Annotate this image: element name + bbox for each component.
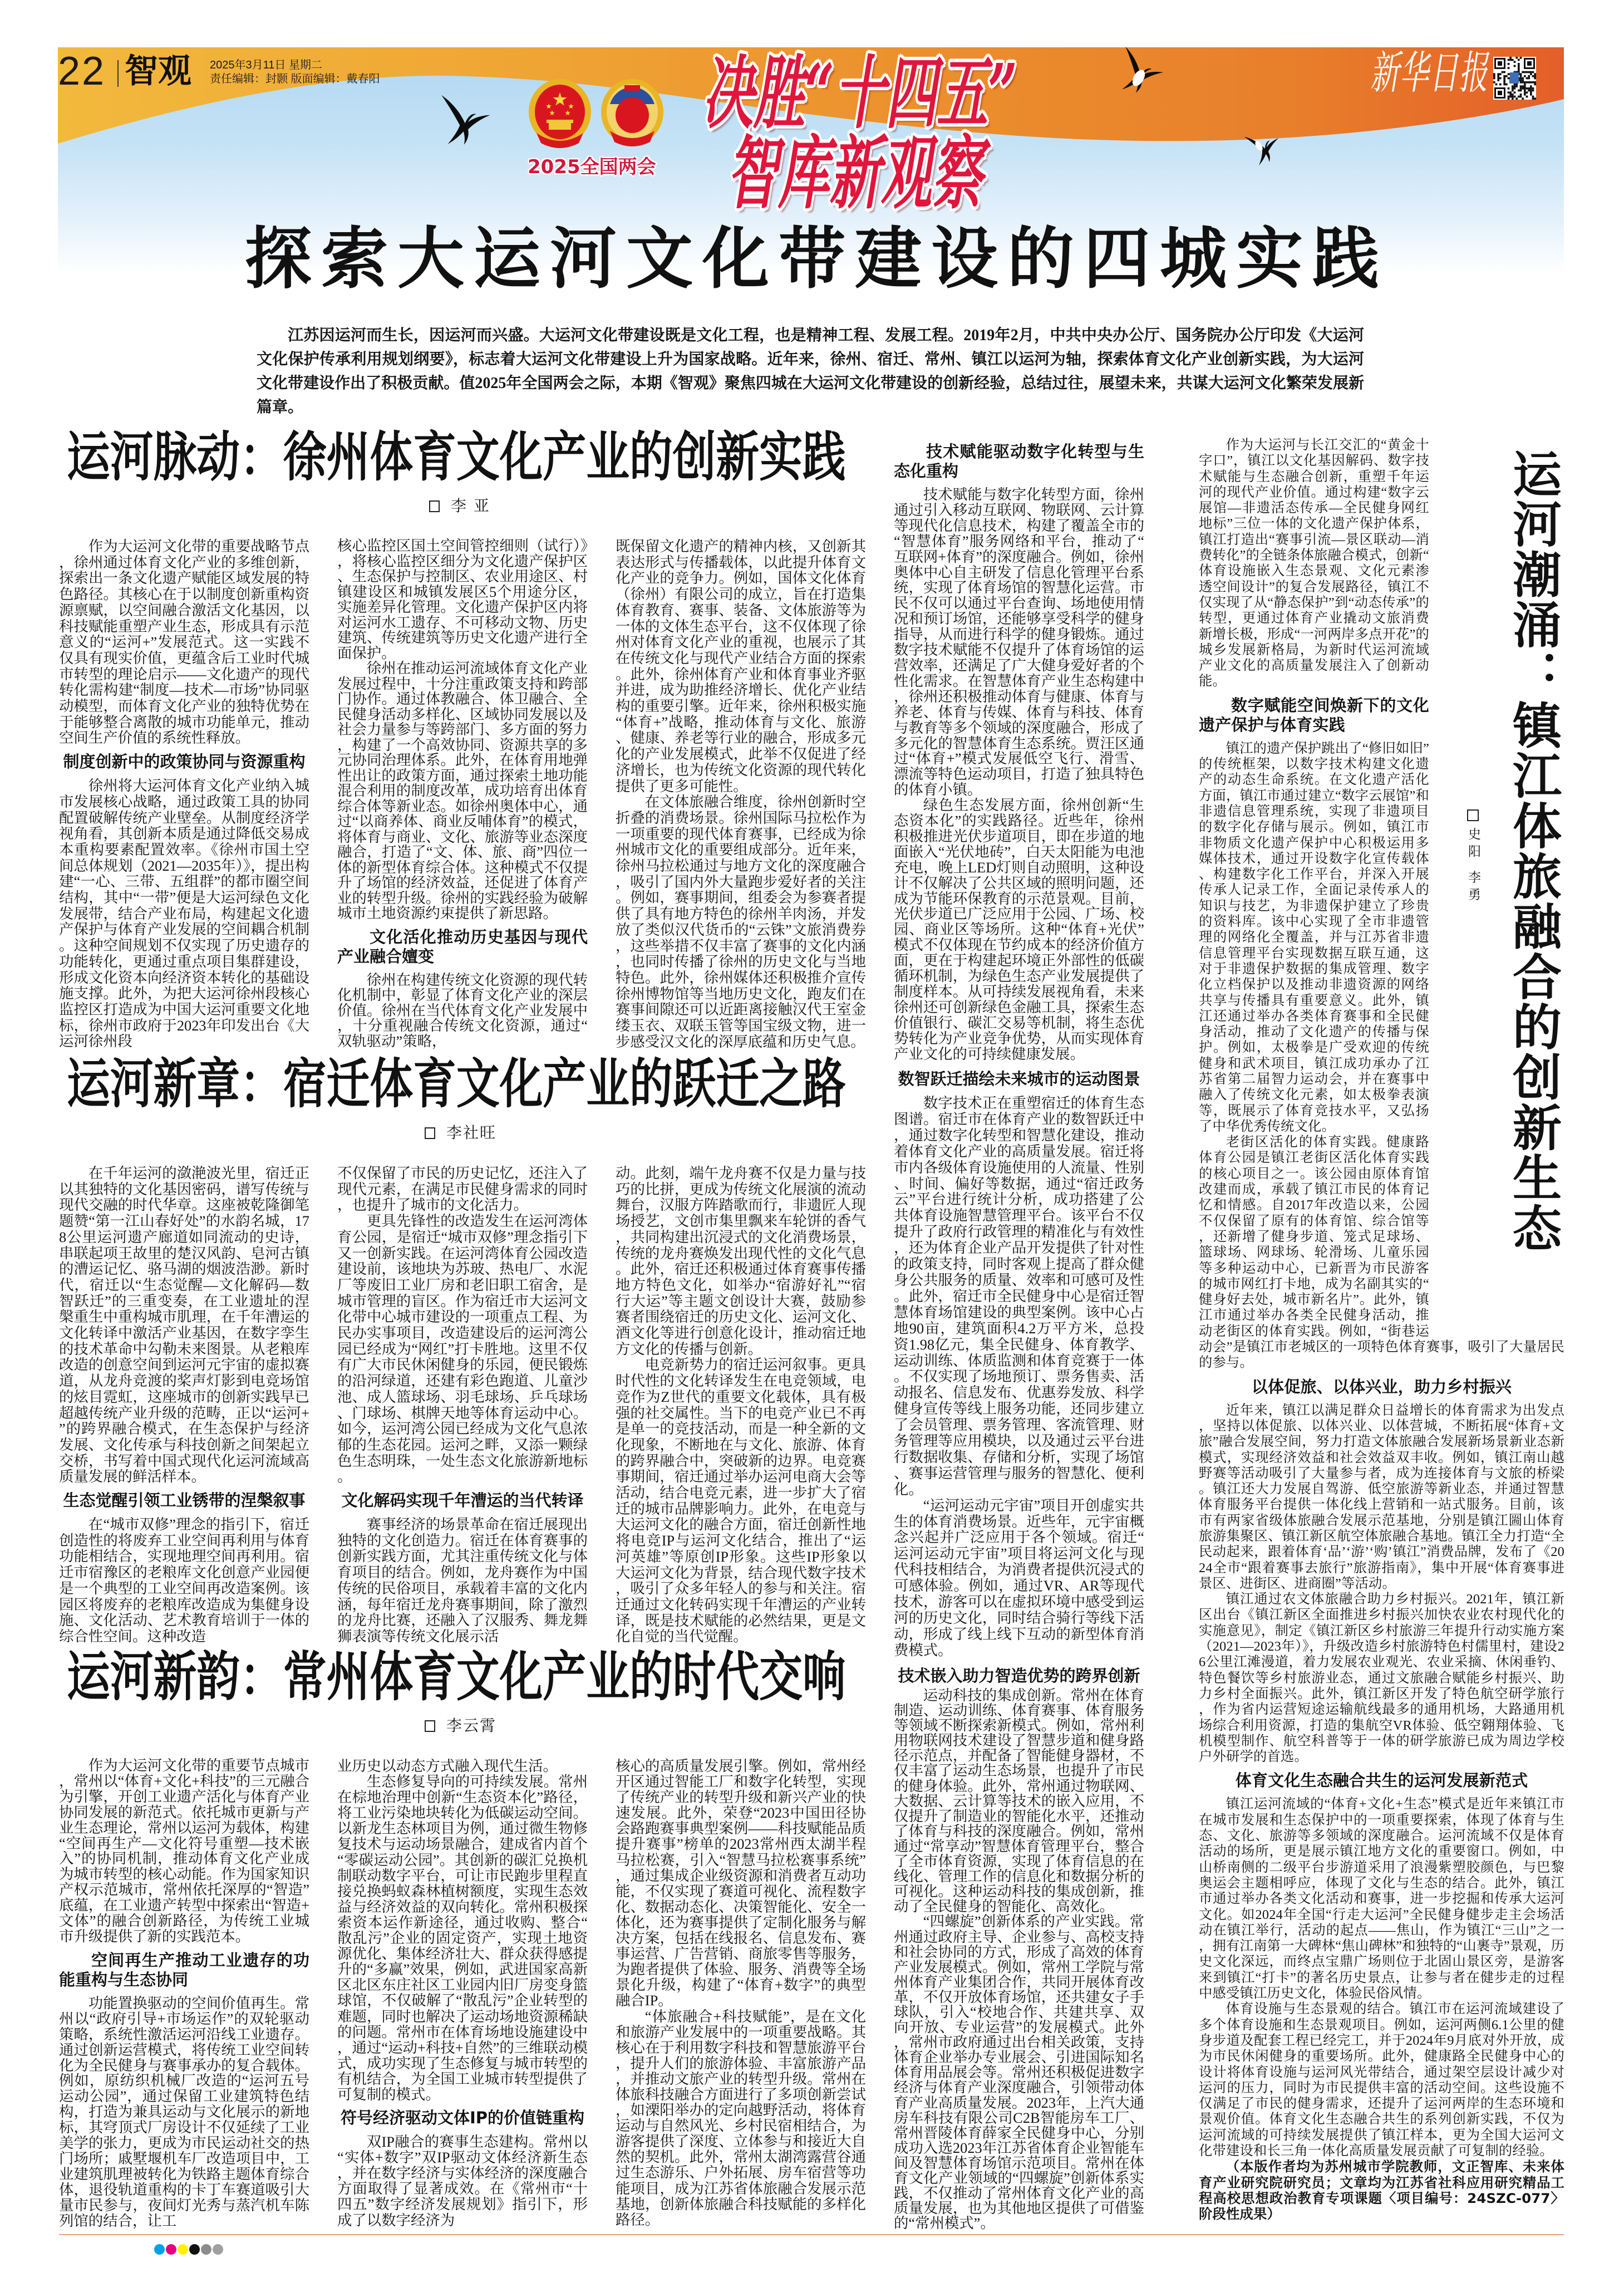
subheading: 文化解码实现千年漕运的当代转译 <box>341 1491 584 1510</box>
author-note: （本版作者均为苏州城市学院教师，文正智库、未来体育产业研究院研究员；文章均为江苏省社科应用研究精品工程高校思想政治教育专项课题〈项目编号：24SZC-077〉阶段性成果） <box>1199 2158 1564 2222</box>
subheading: 数智跃迁描绘未来城市的运动图景 <box>898 1069 1140 1088</box>
registration-dot <box>201 2244 211 2255</box>
paragraph: 数字技术正在重塑宿迁的体育生态图谱。宿迁市在体育产业的数智跃迁中，通过数字化转型和智慧化建设，推动着体育文化产业的高质量发展。宿迁将市内各级体育设施使用的人流量、性别、时间、偏好等数据，通过“宿迁政务云”平台进行统计分析，成功搭建了公共体育设施智慧管理平台。该平台不仅提升了政府行政管理的精准化与有效性，还为体育企业产品开发提供了针对性的政策支持，同时客观上提高了群众健身公共服务的质量、效率和可感可及性。此外，宿迁市全民健身中心是宿迁智慧体育场馆建设的典型案例。该中心占地90亩，建筑面积4.2万平方米，总投资1.98亿元，集全民健身、体育教学、运动训练、体质监测和体育竞赛于一体。不仅实现了场地预订、票务售卖、活动报名、信息发布、优惠券发放、科学健身宣传等线上服务功能，还同步建立了会员管理、票务管理、客流管理、财务管理等应用模块，以及通过云平台进行数据收集、存储和分析，实现了场馆、赛事运营管理与服务的智慧化、便利化。 <box>894 1095 1144 1498</box>
suqian-column-3 <box>616 1165 866 1645</box>
author-mark-icon <box>1467 809 1479 821</box>
paragraph: 老街区活化的体育实践。健康路体育公园是镇江老街区活化体育实践的核心项目之一。该公园由原体育馆改建而成，承载了镇江市民的体育记忆和情感。自2017年改造以来，公园不仅保留了原有的体育馆、综合馆等，还新增了健身步道、笼式足球场、篮球场、网球场、轮滑场、儿童乐园等多种运动中心，已新晋为市民游客的城市网红打卡地，成为名副其实的“健身好去处，城市新名片”。此外，镇江市通过举办各类全民健身活动，推动老街区的体育实践。例如，“街巷运动会”是镇江市老城区的一项特色体育赛事，吸引了大量居民的参与。 <box>1199 1135 1564 1371</box>
subheading: 空间再生产推动工业遗存的功能重构与生态协同 <box>59 1950 309 1989</box>
intro-paragraph: 江苏因运河而生长，因运河而兴盛。大运河文化带建设既是文化工程，也是精神工程、发展工程。2019年2月，中共中央办公厅、国务院办公厅印发《大运河文化保护传承利用规划纲要》，标志着大运河文化带建设上升为国家战略。近年来，徐州、宿迁、常州、镇江以运河为轴，探索体育文化产业创新实践，为大运河文化带建设作出了积极贡献。值2025年全国两会之际，本期《智观》聚焦四城在大运河文化带建设的创新经验，总结过往，展望未来，共谋大运河文化繁荣发展新篇章。 <box>257 327 1364 416</box>
author-name: 李社旺 <box>446 1123 497 1142</box>
paragraph: “体旅融合+科技赋能”，是在文化和旅游产业发展中的一项重要战略。其核心在于利用数字科技和智慧旅游平台，提升人们的旅游体验、丰富旅游产品，并推动文旅产业的转型升级。常州在体旅科技融合方面进行了多项创新尝试，如溧阳举办的定向越野活动，将体育运动与自然风光、乡村民宿相结合，为游客提供了深度、立体参与和接近大自然的契机。此外，常州太湖湾露营谷通过生态游乐、户外拓展、房车宿营等功能项目，成为江苏省体旅融合发展示范基地，创新体旅融合科技赋能的多样化路径。 <box>616 2008 866 2228</box>
author-mark-icon <box>425 1720 435 1732</box>
registration-dot <box>189 2244 200 2255</box>
registration-dot <box>178 2244 188 2255</box>
paragraph: 在文体旅融合维度，徐州创新时空折叠的消费场景。徐州国际马拉松作为一项重要的现代体育赛事，已经成为徐州城市文化的重要组成部分。近年来，徐州马拉松通过与地方文化的深度融合，吸引了国内外大量跑步爱好者的关注。例如，赛事期间，组委会为参赛者提供了具有地方特色的徐州羊肉汤，并发放了类似汉代货币的“云铢”文旅消费券，这些举措不仅丰富了赛事的文化内涵，也同时传播了徐州的历史文化与当地特色。此外，徐州媒体还积极推介宣传徐州博物馆等当地历史文化，跑友们在赛事间隙还可以近距离接触汉代王室金缕玉衣、双联玉管等国宝级文物，进一步感受汉文化的深厚底蕴和历史气息。 <box>616 793 866 1050</box>
registration-dot <box>154 2244 165 2255</box>
subheading: 技术赋能驱动数字化转型与生态化重构 <box>894 442 1144 480</box>
paragraph: 镇江运河流域的“体育+文化+生态”模式是近年来镇江市在城市发展和生态保护中的一项重要探索，体现了体育与生态、文化、旅游等多领域的深度融合。运河流域不仅是体育活动的场所，更是展示镇江地方文化的重要窗口。例如，中山桥南侧的二级平台步游道采用了浪漫紫塑胶颜色，与巴黎奥运会主题相呼应，体现了文化与生态的结合。此外，镇江市通过举办各类文化活动和赛事，进一步挖掘和传承大运河文化。如2024年全国“行走大运河”全民健身健步走主会场活动在镇江举行，活动的起点——焦山，作为镇江“三山”之一，拥有江南第一大碑林“焦山碑林”和独特的“山裹寺”景观，历史文化深远，而终点宝鼎广场则位于北固山景区旁，是游客来到镇江“打卡”的著名历史景点，让参与者在健步走的过程中感受镇江历史文化，体验民俗风情。 <box>1199 1797 1564 2001</box>
slogan-line-2: 智库新观察 <box>727 126 983 220</box>
paragraph: 赛事经济的场景革命在宿迁展现出独特的文化创造力。宿迁在体育赛事的创新实践方面，尤其注重传统文化与体育项目的结合。例如，龙舟赛作为中国传统的民俗项目，承载着丰富的文化内涵，每年宿迁龙舟赛事期间，除了激烈的龙舟比赛，还融入了汉服秀、舞龙舞狮表演等传统文化展示活 <box>337 1516 588 1645</box>
author-name: 李云霄 <box>446 1716 497 1735</box>
xuzhou-column-3 <box>616 538 866 1050</box>
changzhou-column-2 <box>337 1758 588 2228</box>
changzhou-column-1 <box>59 1758 309 2229</box>
changzhou-column-4 <box>894 1664 1144 2231</box>
paragraph: 运动科技的集成创新。常州在体育制造、运动训练、体育赛事、体育服务等领域不断探索新模式。例如，常州利用物联网技术建设了智慧步道和健身路径示范点，并配备了智能健身器材，不仅丰富了运动生态场景，也提升了市民的健身体验。此外，常州通过物联网、大数据、云计算等技术的嵌入应用，不仅提升了制造业的智能化水平，还推动了体育与科技的深度融合。例如，常州通过“常享动”智慧体育管理平台，整合了全市体育资源，实现了体育信息的在线化、管理工作的信息化和数据分析的可视化。这种运动科技的集成创新，推动了全民健身的智能化、高效化。 <box>894 1687 1144 1915</box>
article-title-xuzhou: 运河脉动：徐州体育文化产业的创新实践 <box>67 425 846 488</box>
suqian-column-1 <box>59 1165 309 1645</box>
byline-xuzhou <box>429 497 490 515</box>
subheading: 符号经济驱动文体IP的价值链重构 <box>340 2108 585 2128</box>
author-mark-icon <box>429 500 440 512</box>
subheading: 体育文化生态融合共生的运河发展新范式 <box>1235 1771 1528 1790</box>
zhenjiang-title-block <box>1429 438 1564 1334</box>
xuzhou-column-2 <box>337 538 588 1049</box>
paragraph: 业历史以动态方式融入现代生活。 <box>337 1758 558 1774</box>
paragraph: 动。此刻，端午龙舟赛不仅是力量与技巧的比拼，更成为传统文化展演的流动舞台，汉服方阵踏歌而行，非遗匠人现场授艺，文创市集里飘来车轮饼的香气，共同构建出沉浸式的文化消费场景，传统的龙舟赛焕发出现代性的文化气息。此外，宿迁还积极通过体育赛事传播地方特色文化，如举办“宿游好礼”“宿行大运”等主题文创设计大赛，鼓励参赛者围绕宿迁的历史文化、运河文化、酒文化等进行创意化设计，推动宿迁地方文化的传播与创新。 <box>616 1165 866 1357</box>
paragraph: 双IP融合的赛事生态建构。常州以“实体+数字”双IP驱动文体经济新生态，并在数字经济与实体经济的深度融合方面取得了显著成效。在《常州市“十四五”数字经济发展规划》指引下，形成了以数字经济为 <box>337 2133 588 2229</box>
paragraph: 镇江通过农文体旅融合助力乡村振兴。2021年，镇江新区出台《镇江新区全面推进乡村振兴加快农业农村现代化的实施意见》，制定《镇江新区乡村旅游三年提升行动实施方案（2021—2023年）》，升级改造乡村旅游特色村儒里村，建设26公里江滩漫道，着力发展农业观光、农业采摘、休闲垂钓、特色餐饮等乡村旅游业态，通过文旅融合赋能乡村振兴、助力乡村全面振兴。此外，镇江新区开发了特色航空研学旅行，作为省内运营短途运输航线最多的通用机场，大路通用机场综合利用资源，打造的集航空VR体验、低空翱翔体验、飞机模型制作、航空科普等于一体的研学旅游已成为周边学校户外研学的首选。 <box>1199 1592 1564 1765</box>
paragraph: 技术赋能与数字化转型方面，徐州通过引入移动互联网、物联网、云计算等现代化信息技术，构建了覆盖全市的“智慧体育”服务网络和平台，推动了“互联网+体育”的深度融合。例如，徐州奥体中心自主研发了信息化管理平台系统，实现了体育场馆的智慧化运营。市民不仅可以通过平台查询、场地使用情况和预订场馆，还能够享受科学的健身指导，从而进行科学的健身锻炼。通过数字技术赋能不仅提升了体育场馆的运营效率，还满足了广大健身爱好者的个性化需求。在智慧体育产业生态构建中，徐州还积极推动体育与健康、体育与养老、体育与传媒、体育与科技、体育与教育等多个领域的深度融合，形成了多元化的智慧体育生态系统。贾汪区通过“体育+”模式发展低空飞行、滑雪、漂流等特色运动项目，打造了独具特色的体育小镇。 <box>894 486 1144 798</box>
paragraph: 作为大运河文化带的重要节点城市，常州以“体育+文化+科技”的三元融合为引擎，开创工业遗产活化与体育产业协同发展的新范式。依托城市更新与产业生态理论，常州以运河为载体，构建“空间再生产—文化符号重塑—技术嵌入”的协同机制，推动体育文化产业成为城市转型的核心动能。作为国家知识产权示范城市，常州依托深厚的“智造”底蕴，在工业遗产转型中探索出“智造+文体”的融合创新路径，为传统工业城市升级提供了新的实践范本。 <box>59 1757 309 1945</box>
registration-dot <box>166 2244 176 2255</box>
footer-rule <box>59 2234 1564 2235</box>
paragraph: 徐州在构建传统文化资源的现代转化机制中，彰显了体育文化产业的深层价值。徐州在当代体育文化产业发展中，十分重视融合传统文化资源，通过“双轨驱动”策略， <box>337 971 588 1049</box>
paragraph: 在“城市双修”理念的指引下，宿迁创造性的将废弃工业空间再利用与体育功能相结合，实现地理空间再利用。宿迁市宿豫区的老粮库文化创意产业园便是一个典型的工业空间再改造案例。该园区将废弃的老粮库改造成为集健身设施、文化活动、艺术教育培训于一体的综合性空间。这种改造 <box>59 1516 309 1645</box>
subheading: 技术嵌入助力智造优势的跨界创新 <box>898 1666 1140 1685</box>
header-divider <box>117 60 119 87</box>
slogan-line-1: 决胜“十四五” <box>702 46 1017 140</box>
registration-marks <box>154 2244 223 2255</box>
author-name: 李 亚 <box>451 497 490 515</box>
author-mark-icon <box>425 1127 435 1139</box>
article-title-zhenjiang: 运河潮涌：镇江体旅融合的创新生态 <box>1505 449 1563 1253</box>
qr-code-icon <box>1493 57 1536 100</box>
paragraph: 徐州将大运河体育文化产业纳入城市发展核心战略，通过政策工具的协同配置破解传统产业壁垒。从制度经济学视角看，其创新本质是通过降低交易成本重构要素配置效率。《徐州市国土空间总体规划（2021—2035年）》，提出构建“一心、三带、五组群”的都市圈空间结构，其中“一带”便是大运河绿色文化发展带，结合产业布局，构建起文化遗产保护与体育产业发展的空间耦合机制。这种空间规划不仅实现了历史遗存的功能转化，更通过重点项目集群建设，形成文化资本向经济资本转化的基础设施支撑。此外，为把大运河徐州段核心监控区打造成为中国大运河重要文化地标，徐州市政府于2023年印发出台《大运河徐州段 <box>59 777 309 1050</box>
byline-suqian <box>425 1124 496 1142</box>
byline-changzhou <box>425 1717 496 1735</box>
editors-line: 责任编辑：封颢 版面编辑：戴春阳 <box>210 73 380 85</box>
subheading: 数字赋能空间焕新下的文化遗产保护与体育实践 <box>1199 695 1429 734</box>
paragraph: 核心的高质量发展引擎。例如，常州经开区通过智能工厂和数字化转型，实现了传统产业的转型升级和新兴产业的快速发展。此外，荣登“2023中国田径协会路跑赛事典型案例——科技赋能品质提升赛事”榜单的2023常州西太湖半程马拉松赛，引入“智慧马拉松赛事系统”，通过集成企业级资源和消费者互动功能，不仅实现了赛道可视化、流程数字化、数据动态化、决策智能化、安全一体化，还为赛事提供了定制化服务与解决方案，包括在线报名、信息发布、赛事运营、广告营销、商旅零售等服务，为跑者提供了体验、服务、消费等全场景化升级，构建了“体育+数字”的典型融合IP。 <box>616 1758 866 2009</box>
zhenjiang-article <box>1199 438 1564 2222</box>
paragraph: 作为大运河与长江交汇的“黄金十字口”，镇江以文化基因解码、数字技术赋能与生态融合创新，重塑千年运河的现代产业价值。通过构建“数字云展馆—非遗活态传承—全民健身网红地标”三位一体的文化遗产保护体系，镇江打造出“赛事引流—景区联动—消费转化”的全链条体旅融合模式，创新“体育设施嵌入生态景观、文化元素渗透空间设计”的复合发展路径，镇江不仅实现了从“静态保护”到“动态传承”的转型，更通过体育产业撬动文旅消费新增长极，形成“一河两岸多点开花”的城乡发展新格局，为新时代运河流域产业文化的高质量发展注入了创新动能。 <box>1199 438 1429 689</box>
suqian-column-2 <box>337 1165 588 1645</box>
publication-date: 2025年3月11日 星期二 <box>210 59 322 71</box>
suqian-column-4 <box>894 1069 1144 1658</box>
page-number: 22 <box>58 49 106 94</box>
paragraph: 在千年运河的潋滟波光里，宿迁正以其独特的文化基因密码，谱写传统与现代交融的时代华章。这座被乾隆御笔题赞“第一江山春好处”的水韵名城，178公里运河遗产廊道如同流动的史诗，串联起项王故里的楚汉风韵、皂河古镇的漕运记忆、骆马湖的烟波浩渺。新时代，宿迁以“生态觉醒—文化解码—数智跃迁”的三重变奏，在工业遗址的涅槃重生中重构城市肌理，在千年漕运的文化转译中激活产业基因，在数字孪生的技术革命中勾勒未来图景。从老粮库改造的创意空间到运河元宇宙的虚拟赛道，从龙舟竞渡的桨声灯影到电竞场馆的炫目霓虹，这座城市的创新实践早已超越传统产业升级的范畴，正以“运河+”的跨界融合模式，在生态保护与经济发展、文化传承与科技创新之间架起立交桥，书写着中国式现代化运河流域高质量发展的鲜活样本。 <box>59 1165 309 1485</box>
paragraph: 不仅保留了市民的历史记忆，还注入了现代元素，在满足市民健身需求的同时，也提升了城市的文化活力。 <box>337 1165 588 1214</box>
xuzhou-column-4 <box>894 442 1144 1062</box>
changzhou-column-3 <box>616 1758 866 2227</box>
registration-dot <box>213 2244 223 2255</box>
article-title-changzhou: 运河新韵：常州体育文化产业的时代交响 <box>67 1645 846 1708</box>
paragraph: 绿色生态发展方面，徐州创新“生态资本化”的实践路径。近些年，徐州积极推进光伏步道项目，即在步道的地面嵌入“光伏地砖”，白天太阳能为电池充电，晚上LED灯则自动照明，这种设计不仅解决了公共区域的照明问题，还成为节能环保教育的示范景观。目前，光伏步道已广泛应用于公园、广场、校园、商业区等场所。这种“体育+光伏”模式不仅体现在节约成本的经济价值方面，更在于构建起环境正外部性的低碳循环机制，为绿色生态产业发展提供了制度样本。从可持续发展视角看，未来徐州还可创新绿色金融工具，探索生态价值银行、碳汇交易等机制，将生态优势转化为产业竞争优势，从而实现体育产业文化的可持续健康发展。 <box>894 797 1144 1062</box>
paragraph: “运河运动元宇宙”项目开创虚实共生的体育消费场景。近些年，元宇宙概念兴起并广泛应用于各个领域。宿迁“运河运动元宇宙”项目将运河文化与现代科技相结合，为消费者提供沉浸式的可感体验。例如，通过VR、AR等现代技术，游客可以在虚拟环境中感受到运河的历史文化，同时结合骑行等线下活动，形成了线上线下互动的新型体育消费模式。 <box>894 1496 1144 1658</box>
event-label: 2025全国两会 <box>528 156 656 178</box>
paragraph: 既保留文化遗产的精神内核，又创新其表达形式与传播载体，以此提升体育文化产业的竞争力。例如，国体文化体育（徐州）有限公司的成立，旨在打造集体育教育、赛事、装备、文体旅游等为一体的文体生态平台，这不仅体现了徐州对体育文化产业的重视，也展示了其在传统文化与现代产业结合方面的探索。此外，徐州体育产业和体育事业齐驱并进，成为助推经济增长、优化产业结构的重要引擎。近年来，徐州积极实施“体育+”战略，推动体育与文化、旅游、健康、养老等行业的融合，形成多元化的产业发展模式，此举不仅促进了经济增长，也为传统文化资源的现代转化提供了更多可能性。 <box>616 538 866 794</box>
article-title-suqian: 运河新章：宿迁体育文化产业的跃迁之路 <box>67 1052 846 1115</box>
author-name: 史阳 李勇 <box>1466 827 1480 905</box>
page-title: 探索大运河文化带建设的四城实践 <box>245 219 1389 298</box>
newspaper-masthead: 新华日报 <box>1370 47 1489 100</box>
subheading: 生态觉醒引领工业锈带的涅槃叙事 <box>63 1491 306 1510</box>
paragraph: 电竞新势力的宿迁运河叙事。更具时代性的文化转译发生在电竞领域，电竞作为Z世代的重要文化载体，具有极强的社交属性。当下的电竞产业已不再是单一的竞技活动，而是一种全新的文化现象，不断地在与文化、旅游、体育的跨界融合中，突破新的边界。电竞赛事期间，宿迁通过举办运河电商大会等活动，结合电竞元素，进一步扩大了宿迁的城市品牌影响力。此外，在电竞与大运河文化的融合方面，宿迁创新性地将电竞IP与运河文化结合，推出了“运河英雄”等原创IP形象。这些IP形象以大运河文化为背景，结合现代数字技术，吸引了众多年轻人的参与和关注。宿迁通过文化转码实现千年漕运的产业转译，既是技术赋能的必然结果，更是文化自觉的当代觉醒。 <box>616 1356 866 1645</box>
paragraph: 功能置换驱动的空间价值再生。常州以“政府引导+市场运作”的双轮驱动策略，系统性激活运河沿线工业遗存。通过创新运营模式，将传统工业空间转化为全民健身与赛事承办的复合载体。例如，原纺织机械厂改造的“运河五号运动公园”，通过保留工业建筑特色结构，打造为兼具运动与文化展示的新地标，其穹顶式厂房设计不仅延续了工业美学的张力，更成为市民运动社交的热门场所；戚墅堰机车厂改造项目中，工业建筑肌理被转化为铁路主题体育综合体，退役轨道重构的卡丁车赛道吸引大量市民参与，夜间灯光秀与蒸汽机车陈列馆的结合，让工 <box>59 1994 309 2229</box>
xuzhou-column-1 <box>59 538 309 1049</box>
paragraph: 作为大运河文化带的重要战略节点，徐州通过体育文化产业的多维创新，探索出一条文化遗产赋能区域发展的特色路径。其核心在于以制度创新重构资源禀赋，以空间融合激活文化基因，以科技赋能重塑产业生态，形成具有示范意义的“运河+”发展范式。这一实践不仅具有现实价值，更蕴含后工业时代城市转型的理论启示——文化遗产的现代转化需构建“制度—技术—市场”协同驱动模型，而体育文化产业的独特优势在于能够整合离散的城市功能单元，推动空间生产价值的系统性释放。 <box>59 538 309 747</box>
paragraph: 近年来，镇江以满足群众日益增长的体育需求为出发点，坚持以体促旅、以体兴业、以体营城，不断拓展“体育+文旅”融合发展空间，努力打造文体旅融合发展新场景新业态新模式，实现经济效益和社会效益双丰收。例如，镇江南山越野赛等活动吸引了大量参与者，成为连接体育与文旅的桥梁。镇江还大力发展自驾游、低空旅游等新业态，并通过智慧体育服务平台提供一体化线上营销和一站式服务。目前，该市有两家省级体旅融合发展示范基地，分别是镇江圌山体育旅游集聚区、镇江新区航空体旅融合基地。镇江全力打造“全民动起来，跟着体育‘品’‘游’‘购’镇江”消费品牌，发布了《2024全市“跟着赛事去旅行”旅游指南》，集中开展“体育赛事进景区、进街区、进商圈”等活动。 <box>1199 1402 1564 1591</box>
paragraph: 体育设施与生态景观的结合。镇江市在运河流域建设了多个体育设施和生态景观项目。例如，运河两侧6.1公里的健身步道及配套工程已经完工，并于2024年9月底对外开放，成为市民休闲健身的重要场所。此外，健康路全民健身中心的设计将体育设施与运河风光带结合，通过架空层设计减少对运河的压力，同时为市民提供丰富的活动空间。这些设施不仅满足了市民的健身需求，还提升了运河两岸的生态环境和景观价值。体育文化生态融合共生的系列创新实践，不仅为运河流域的可持续发展提供了镇江样本，更为全国大运河文化带建设和长三角一体化高质量发展贡献了可复制的经验。 <box>1199 2001 1564 2158</box>
paragraph: 核心监控区国土空间管控细则（试行）》，将核心监控区细分为文化遗产保护区、生态保护与控制区、农业用途区、村镇建设区和城镇发展区5个用途分区，实施差异化管理。文化遗产保护区内将对运河水工遗存、不可移动文物、历史建筑、传统建筑等历史文化遗产进行全面保护。 <box>337 537 588 661</box>
subheading: 以体促旅、以体兴业，助力乡村振兴 <box>1251 1377 1512 1396</box>
paragraph: “四螺旋”创新体系的产业实践。常州通过政府主导、企业参与、高校支持和社会协同的方式，形成了高效的体育产业发展模式。例如，常州工学院与常州体育产业集团合作，共同开展体育改革，不仅开放体育场馆，还共建女子手球队，引入“校地合作、共建共享、双向开放、专业运营”的发展模式。此外，常州市政府通过出台相关政策，支持体育企业举办专业展会、引进国际知名体育用品展会等。常州还积极促进数字经济与体育产业深度融合，引领带动体育产业高质量发展。2023年，上汽大通房车科技有限公司C2B智能房车工厂、常州晋陵体育薛家全民健身中心，分别成功入选2023年江苏省体育企业智能车间及智慧体育场馆示范项目。常州在体育文化产业领域的“四螺旋”创新体系实践，不仅推动了常州体育文化产业的高质量发展，也为其他地区提供了可借鉴的“常州模式”。 <box>894 1913 1144 2232</box>
subheading: 制度创新中的政策协同与资源重构 <box>63 752 306 772</box>
paragraph: 镇江的遗产保护跳出了“修旧如旧”的传统框架，以数字技术构建文化遗产的动态生命系统。在文化遗产活化方面，镇江市通过建立“数字云展馆”和非遗信息管理系统，实现了非遗项目的数字化存储与展示。例如，镇江市非物质文化遗产保护中心积极运用多媒体技术，通过开设数字化宣传载体、构建数字化工作平台，并深入开展传承人记录工作，全面记录传承人的知识与技艺，为非遗保护建立了珍贵的资料库。该中心实现了全市非遗管理的网络化全覆盖，并与江苏省非遗信息管理平台实现数据互联互通，这对于非遗保护数据的集成管理、数字化立档保护以及推动非遗资源的网络共享与传播具有重要意义。此外，镇江还通过举办各类体育赛事和全民健身活动，推动了文化遗产的传播与保护。例如，太极拳是广受欢迎的传统健身和武术项目，镇江成功承办了江苏省第二届智力运动会，并在赛事中融入了传统文化元素，如太极拳表演等，既展示了体育竞技水平，又弘扬了中华优秀传统文化。 <box>1199 740 1429 1134</box>
paragraph: 更具先锋性的改造发生在运河湾体育公园，是宿迁“城市双修”理念指引下又一创新实践。在运河湾体育公园改造建设前，该地块为苏玻、热电厂、水泥厂等废旧工业厂房和老旧职工宿舍，是城市管理的盲区。作为宿迁市大运河文化带中心城市建设的一项重点工程、为民办实事项目，改造建设后的运河湾公园已经成为“网红”打卡胜地。这里不仅有广大市民休闲健身的乐园，便民锻炼的沿河绿道，还建有彩色跑道、儿童沙池、成人篮球场、羽毛球场、乒乓球场、门球场、棋牌天地等体育运动中心。如今，运河湾公园已经成为文化气息浓郁的生态花园。运河之畔，又添一颗绿色生态明珠，一处生态文化旅游新地标。 <box>337 1213 588 1485</box>
paragraph: 徐州在推动运河流域体育文化产业发展过程中，十分注重政策支持和跨部门协作。通过体教融合、体卫融合、全民健身活动多样化、区域协同发展以及社会力量参与等跨部门、多方面的努力，构建了一个高效协同、资源共享的多元协同治理体系。此外，在体育用地弹性出让的政策方面，通过探索土地功能混合利用的制度改革，成功培育出体育综合体等新业态。如徐州奥体中心，通过“以商养体、商业反哺体育”的模式，将体育与商业、文化、旅游等业态深度融合，打造了“文、体、旅、商”四位一体的新型体育综合体。这种模式不仅提升了场馆的经济效益，还促进了体育产业的转型升级。徐州的实践经验为破解城市土地资源约束提供了新思路。 <box>337 660 588 921</box>
subheading: 文化活化推动历史基因与现代产业融合嬗变 <box>337 927 588 966</box>
section-name: 智观 <box>125 52 191 91</box>
paragraph: 生态修复导向的可持续发展。常州在棕地治理中创新“生态资本化”路径，将工业污染地块转化为低碳运动空间。以新龙生态林项目为例，通过微生物修复技术与运动场景融合，建成省内首个“零碳运动公园”。其创新的碳汇兑换机制联动数字平台，可让市民跑步里程直接兑换蚂蚁森林植树额度，实现生态效益与经济效益的双向转化。常州积极探索资本运作新途径，通过收购、整合“散乱污”企业的固定资产，实现土地资源优化、集体经济壮大、群众获得感提升的“多赢”效果，例如，武进国家高新区北区东庄社区工业园内旧厂房变身篮球馆，不仅破解了“散乱污”企业转型的难题，同时也解决了运动场地资源稀缺的问题。常州市在体育场地设施建设中，通过“运动+科技+自然”的三维联动模式，成功实现了生态修复与城市转型的有机结合，为全国工业城市转型提供了可复制的模式。 <box>337 1773 588 2103</box>
